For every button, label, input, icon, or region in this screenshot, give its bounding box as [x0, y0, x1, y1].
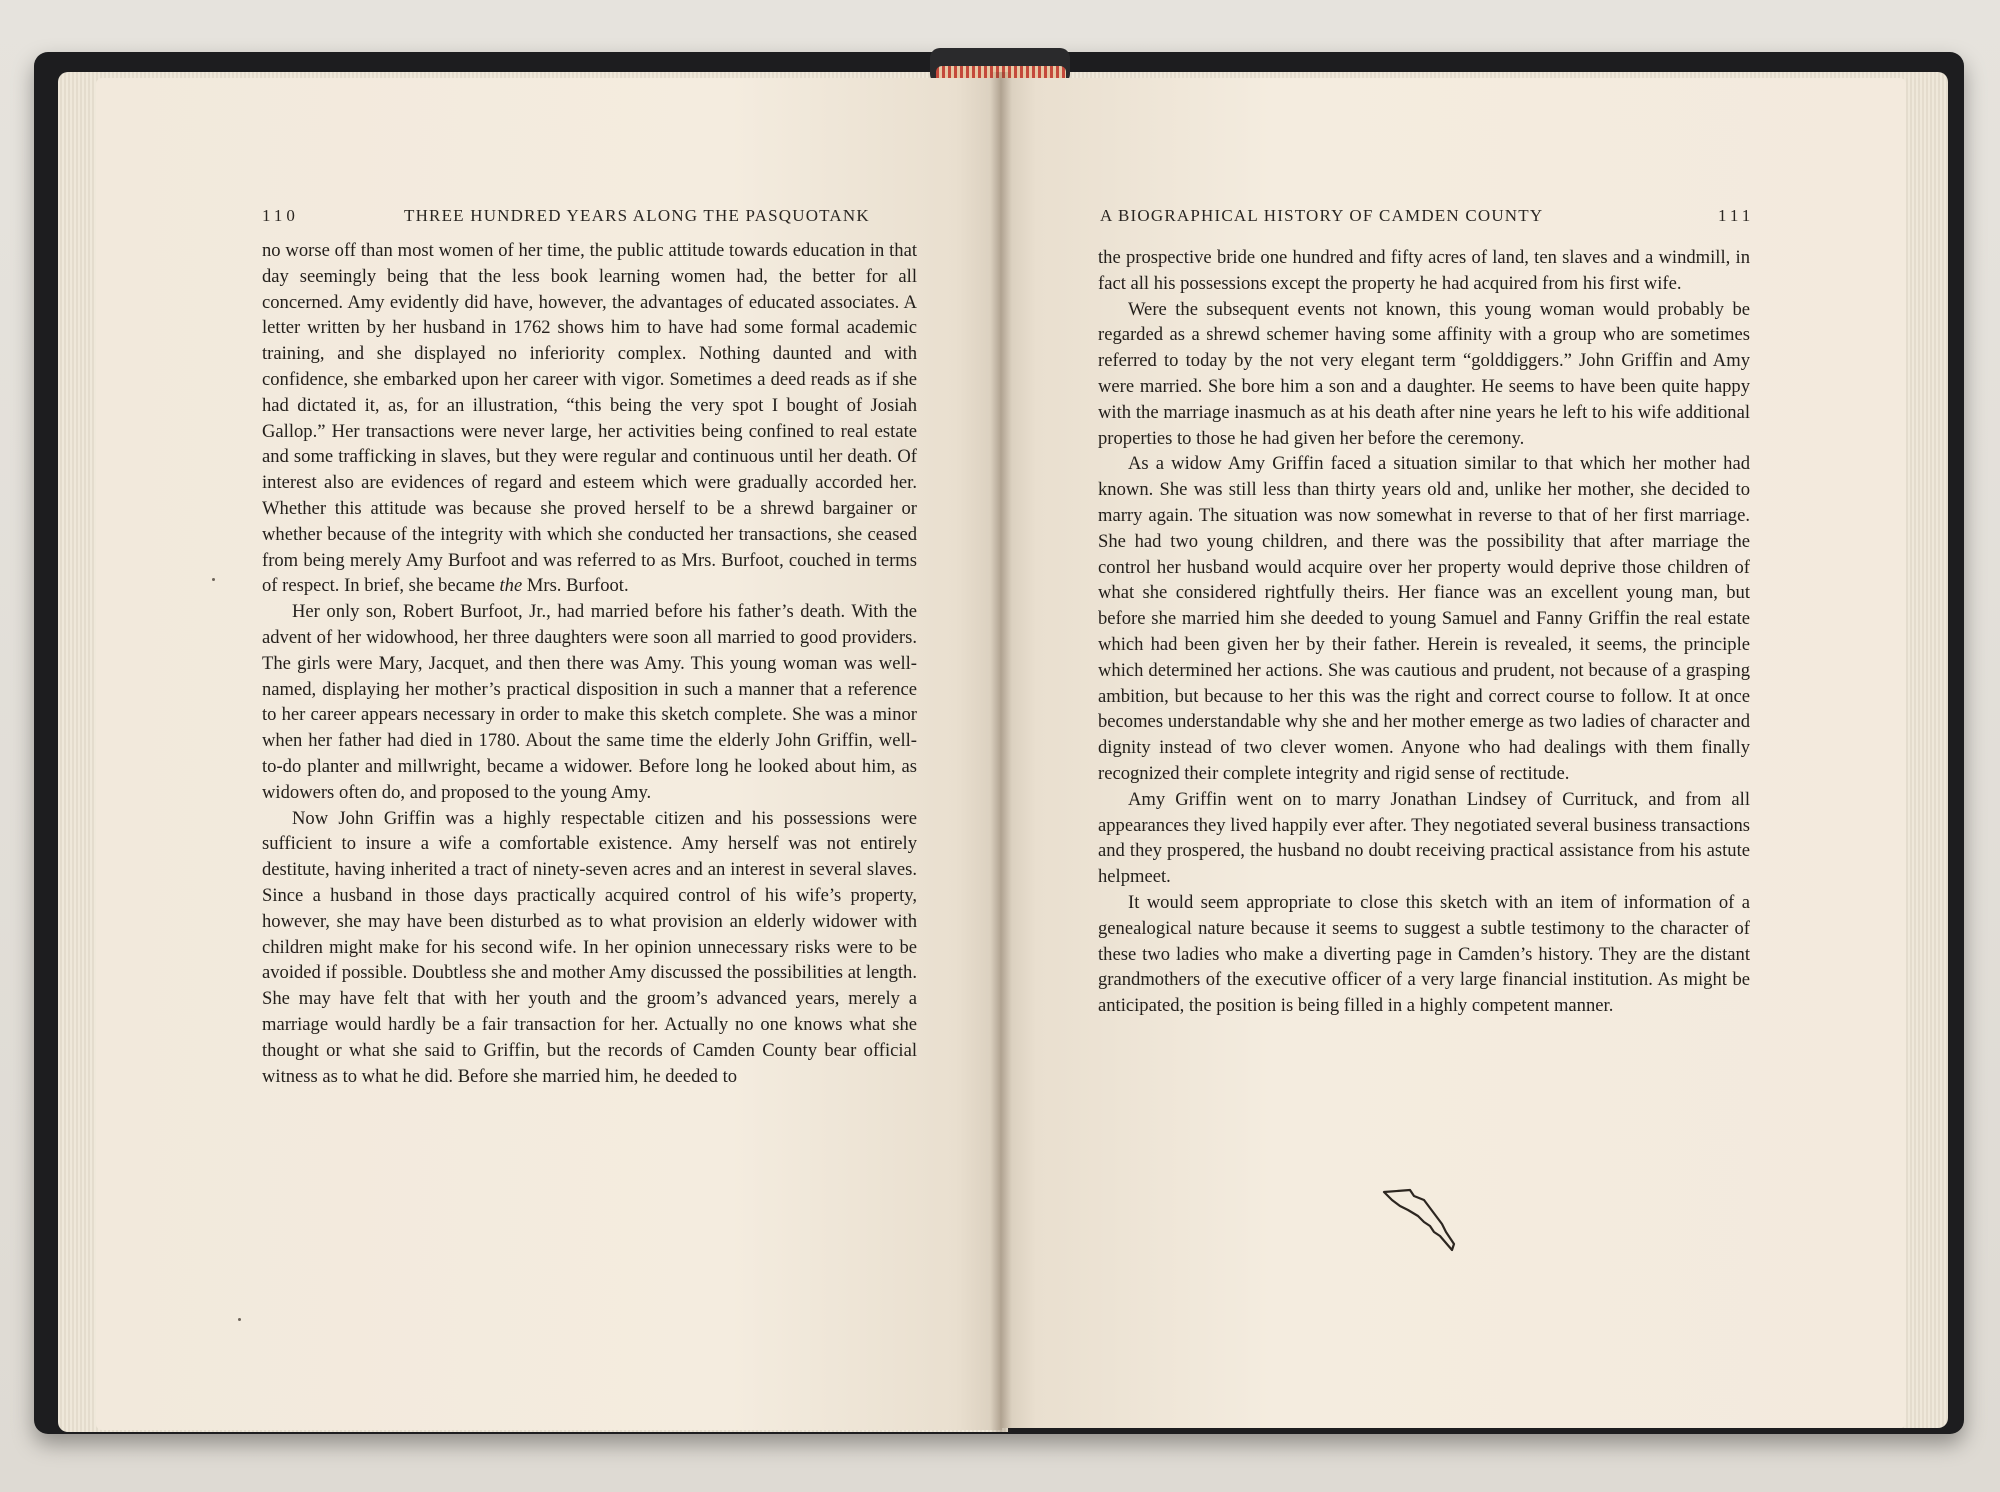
paragraph	[262, 238, 917, 599]
text-run: Her only son, Robert Burfoot, Jr., had married before his father’s death. With the advent of her widowhood, her three daughters were soon all married to good providers. The girls were Mary, Jacquet, and then there was Amy. This young woman was well-named, displaying her mother’s practical disposition in such a manner that a reference to her career appears necessary in order to make this sketch complete. She was a minor when her father had died in 1780. About the same time the elderly John Griffin, well-to-do planter and millwright, became a widower. Before long he looked about him, as widowers often do, and proposed to the young Amy.	[262, 601, 917, 803]
paragraph	[1098, 787, 1750, 890]
text-run: Mrs. Burfoot.	[522, 575, 629, 597]
text-run: Amy Griffin went on to marry Jonathan Lindsey of Currituck, and from all appearances they lived happily ever after. They negotiated several business transactions and they prospered, the husband no doubt receiving practical assistance from his astute helpmeet.	[1098, 788, 1750, 888]
paper-speck	[238, 1318, 241, 1321]
paragraph	[262, 599, 917, 805]
right-page-body	[1098, 245, 1750, 1019]
paragraph	[1098, 297, 1750, 452]
text-run: no worse off than most women of her time, the public attitude towards education in that day seemingly being that the less book learning women had, the better for all concerned. Amy evidently did have, however, the advantages of educated associates. A letter written by her husband in 1762 shows him to have had some formal academic training, and she displayed no inferiority complex. Nothing daunted and with confidence, she embarked upon her career with vigor. Sometimes a deed reads as if she had dictated it, as, for an illustration, “this being the very spot I bought of Josiah Gallop.” Her transactions were never large, her activities being confined to real estate and some trafficking in slaves, but they were regular and continuous until her death. Of interest also are evidences of regard and esteem which were gradually accorded her. Whether this attitude was because she proved herself to be a shrewd bargainer or whether because of the integrity with which she conducted her transactions, she ceased from being merely Amy Burfoot and was referred to as Mrs. Burfoot, couched in terms of respect. In brief, she became	[262, 240, 917, 597]
text-run: Now John Griffin was a highly respectable citizen and his possessions were sufficient to insure a wife a comfortable existence. Amy herself was not entirely destitute, having inherited a tract of ninety-seven acres and an interest in several slaves. Since a husband in those days practically acquired control of his wife’s property, however, she may have been disturbed as to what provision an elderly widower with children might make for his second wife. In her opinion unnecessary risks were to be avoided if possible. Doubtless she and mother Amy discussed the possibilities at length. She may have felt that with her youth and the groom’s advanced years, merely a marriage would hardly be a fair transaction for her. Actually no one knows what she thought or what she said to Griffin, but the records of Camden County bear official witness as to what he did. Before she married him, he deeded to	[262, 807, 917, 1087]
left-page-body	[262, 238, 917, 1089]
paragraph	[1098, 245, 1750, 297]
paragraph	[1098, 451, 1750, 786]
left-running-head: THREE HUNDRED YEARS ALONG THE PASQUOTANK	[404, 206, 870, 225]
book-gutter	[990, 72, 1012, 1432]
text-run: Were the subsequent events not known, this young woman would probably be regarded as a shrewd schemer having some affinity with a group who are sometimes referred to today by the not very elegant term “golddiggers.” John Griffin and Amy were married. She bore him a son and a daughter. He seems to have been quite happy with the marriage inasmuch as at his death after nine years he left to his wife additional properties to those he had given her before the ceremony.	[1098, 298, 1750, 449]
italic-text-run: the	[499, 575, 523, 597]
text-run: As a widow Amy Griffin faced a situation similar to that which her mother had known. She was still less than thirty years old and, unlike her mother, she decided to marry again. The situation was now somewhat in reverse to that of her first marriage. She had two young children, and there was the possibility that after marriage the control her husband would acquire over her property would deprive those children of what she considered rightfully theirs. Her fiance was an excellent young man, but before she married him she deeded to young Samuel and Fanny Griffin the real estate which had been given her by their father. Herein is revealed, it seems, the principle which determined her actions. She was cautious and prudent, not because of a grasping ambition, but because to her this was the right and correct course to follow. It at once becomes understandable why she and her mother emerge as two ladies of character and dignity instead of two clever women. Anyone who had dealings with them finally recognized their complete integrity and rigid sense of rectitude.	[1098, 453, 1750, 784]
paper-speck	[212, 578, 215, 581]
text-run: the prospective bride one hundred and fifty acres of land, ten slaves and a windmill, in fact all his possessions except the property he had acquired from his first wife.	[1098, 247, 1750, 294]
left-page-number: 110	[262, 206, 299, 225]
right-running-head: A BIOGRAPHICAL HISTORY OF CAMDEN COUNTY	[1100, 206, 1544, 225]
county-outline-map-icon	[1380, 1186, 1460, 1258]
paragraph	[262, 806, 917, 1090]
right-page-number: 111	[1718, 206, 1755, 225]
paragraph	[1098, 890, 1750, 1019]
text-run: It would seem appropriate to close this sketch with an item of information of a genealogical nature because it seems to suggest a subtle testimony to the character of these two ladies who make a diverting page in Camden’s history. They are the distant grandmothers of the executive officer of a very large financial institution. As might be anticipated, the position is being filled in a highly competent manner.	[1098, 891, 1750, 1017]
